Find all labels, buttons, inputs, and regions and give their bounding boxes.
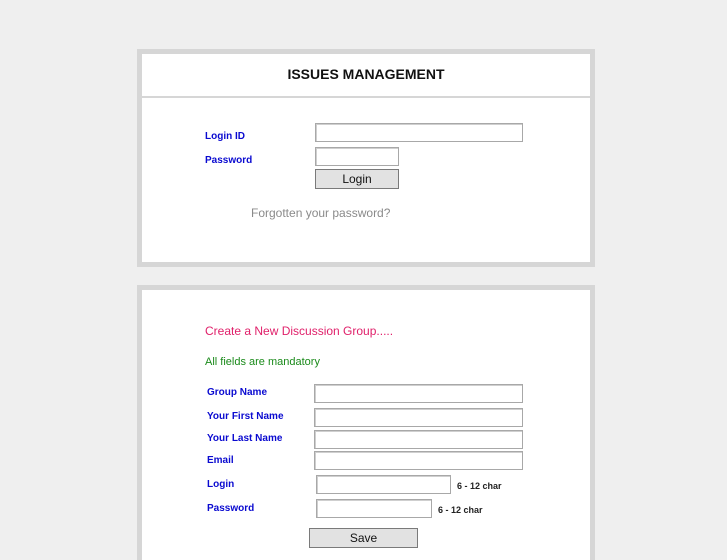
- login-label: Login: [207, 479, 235, 490]
- create-group-heading: Create a New Discussion Group.....: [205, 324, 394, 338]
- password-input[interactable]: [315, 147, 399, 166]
- first-name-label: Your First Name: [207, 411, 284, 422]
- password-label: Password: [205, 155, 253, 166]
- email-label: Email: [207, 455, 234, 466]
- first-name-input[interactable]: [314, 408, 523, 427]
- last-name-label: Your Last Name: [207, 433, 283, 444]
- email-input[interactable]: [314, 451, 523, 470]
- forgot-password-link[interactable]: Forgotten your password?: [251, 206, 391, 220]
- create-group-panel: [137, 285, 595, 560]
- group-name-label: Group Name: [207, 387, 268, 398]
- login-id-input[interactable]: [315, 123, 523, 142]
- login-panel: [137, 49, 595, 267]
- page-title: ISSUES MANAGEMENT: [142, 54, 590, 98]
- save-button[interactable]: Save: [309, 528, 418, 548]
- group-name-input[interactable]: [314, 384, 523, 403]
- login-button[interactable]: Login: [315, 169, 399, 189]
- mandatory-note: All fields are mandatory: [205, 356, 320, 368]
- login-input[interactable]: [316, 475, 451, 494]
- password-hint: 6 - 12 char: [438, 505, 483, 515]
- login-hint: 6 - 12 char: [457, 481, 502, 491]
- last-name-input[interactable]: [314, 430, 523, 449]
- signup-password-input[interactable]: [316, 499, 432, 518]
- login-id-label: Login ID: [205, 131, 245, 142]
- signup-password-label: Password: [207, 503, 255, 514]
